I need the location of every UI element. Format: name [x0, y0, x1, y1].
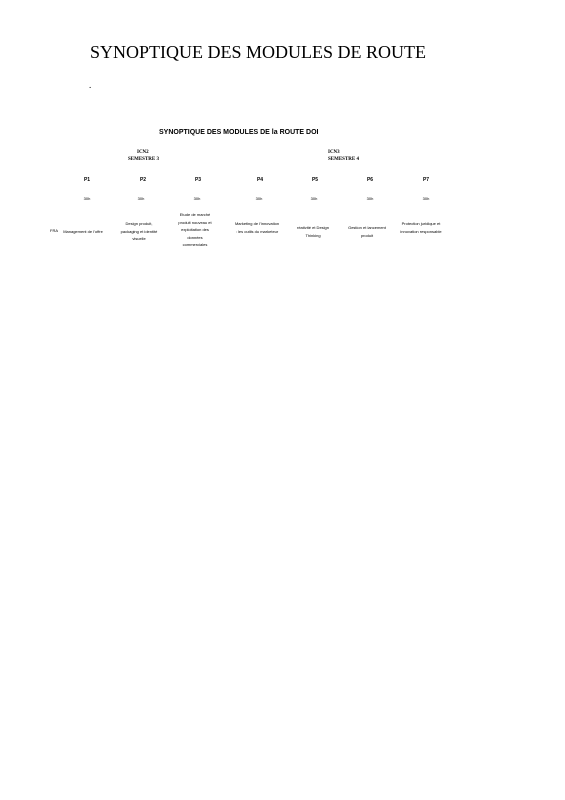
module-name: réativité et Design Thinking — [296, 225, 329, 238]
semester-header-left — [128, 149, 159, 163]
semester-label: SEMESTRE 3 — [128, 157, 159, 162]
module-code: P5 — [311, 177, 319, 183]
module-code: P2 — [139, 177, 147, 183]
table-title: SYNOPTIQUE DES MODULES DE la ROUTE DOI — [159, 129, 319, 136]
module-name: Management de l'offre — [63, 229, 103, 234]
module-hours: 30h — [310, 196, 318, 201]
module-hours: 30h — [422, 196, 430, 201]
module-code: P6 — [366, 177, 374, 183]
module-hours: 30h — [255, 196, 263, 201]
row-label: FRA — [50, 228, 58, 233]
semester-code: ICN2 — [137, 150, 149, 155]
module-code: P4 — [256, 177, 264, 183]
module-hours: 30h — [83, 196, 91, 201]
module-code: P1 — [83, 177, 91, 183]
module-code: P3 — [194, 177, 202, 183]
module-name: Protection juridique et innovation responsable — [400, 221, 442, 234]
semester-code: ICN3 — [328, 150, 340, 155]
page-title: SYNOPTIQUE DES MODULES DE ROUTE — [90, 42, 426, 62]
module-hours: 30h — [193, 196, 201, 201]
module-hours: 30h — [137, 196, 145, 201]
module-code: P7 — [422, 177, 430, 183]
module-hours: 30h — [366, 196, 374, 201]
module-name: Etude de marché produit nouveau et exploitation des données commerciales — [178, 212, 212, 247]
module-name: Design produit, packaging et identité visuelle — [120, 221, 158, 241]
semester-header-right — [328, 149, 359, 163]
semester-label: SEMESTRE 4 — [328, 157, 359, 162]
dot-marker: . — [89, 80, 92, 90]
module-name: Marketing de l'innovation : les outils du marketeur — [234, 221, 280, 234]
module-name: Gestion et lancement produit — [348, 225, 386, 238]
